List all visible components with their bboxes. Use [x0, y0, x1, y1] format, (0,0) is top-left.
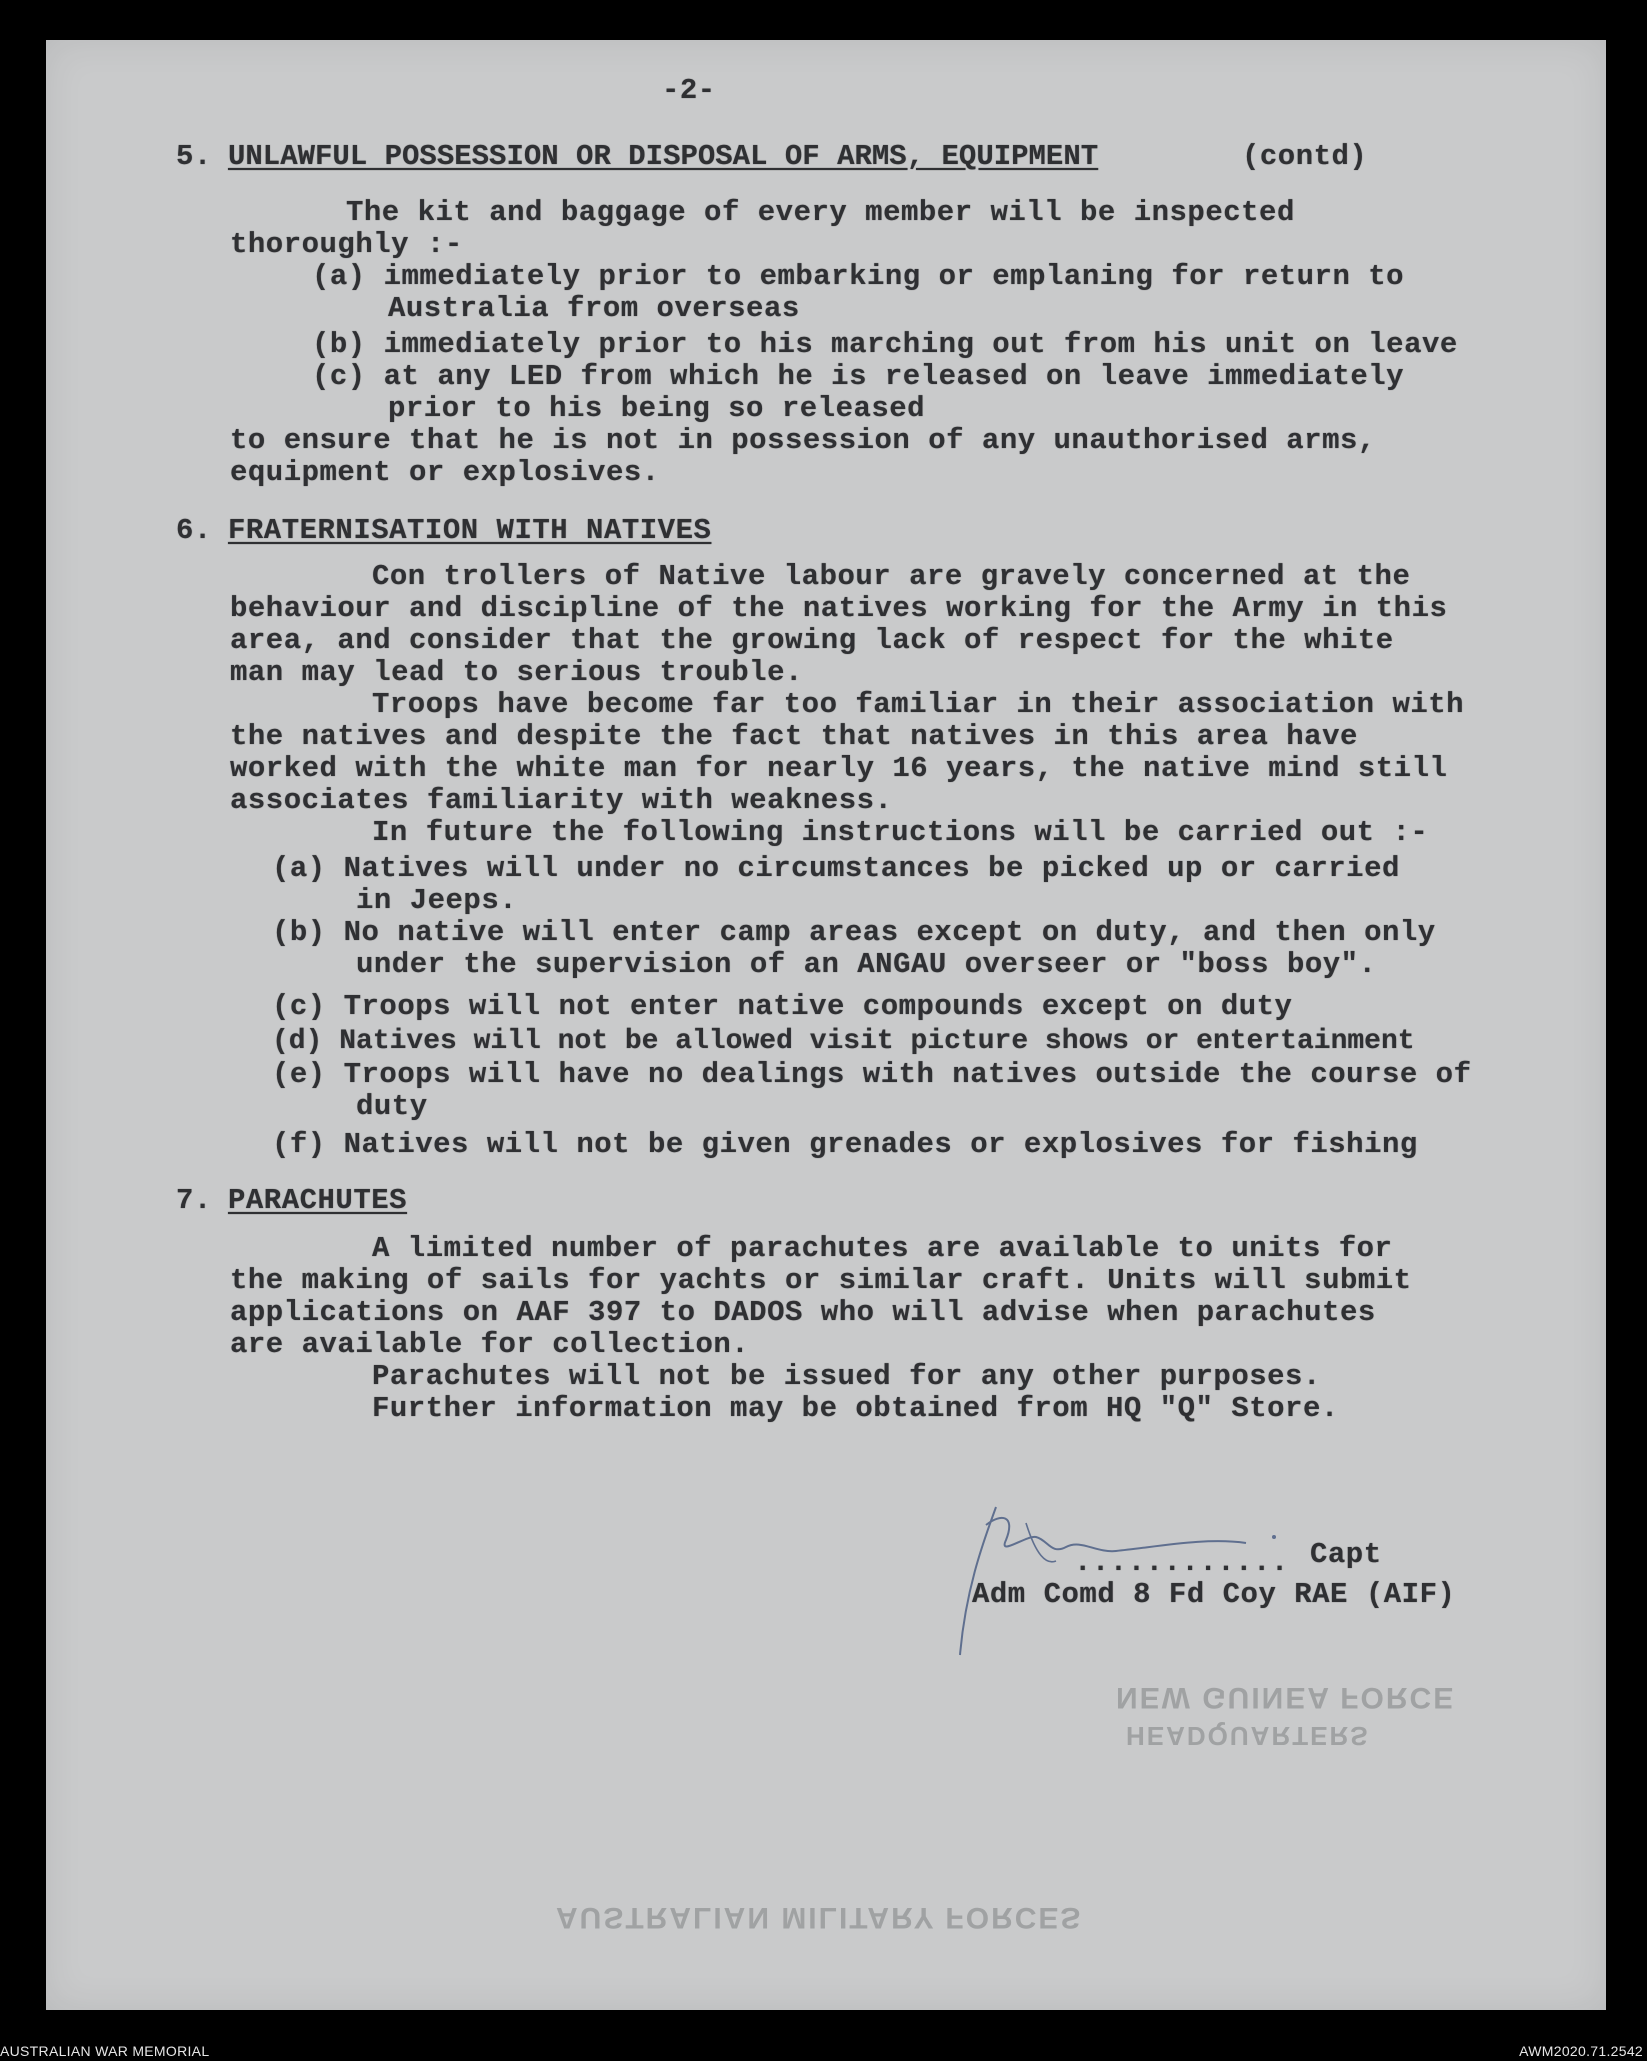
s5-line: (c) at any LED from which he is released on leave immediately: [312, 360, 1405, 393]
s7-line: Further information may be obtained from HQ "Q" Store.: [372, 1392, 1339, 1425]
signature-dots: ............: [1074, 1546, 1289, 1579]
s6-line: (d) Natives will not be allowed visit picture shows or entertainment: [272, 1026, 1415, 1057]
s6-line: (c) Troops will not enter native compounds except on duty: [272, 990, 1293, 1023]
s7-line: A limited number of parachutes are available to units for: [372, 1232, 1393, 1265]
s6-line: worked with the white man for nearly 16 years, the native mind still: [230, 752, 1448, 785]
signature-rank: Capt: [1310, 1538, 1382, 1571]
s5-line: (a) immediately prior to embarking or emplaning for return to: [312, 260, 1405, 293]
s6-line: Con trollers of Native labour are gravely concerned at the: [372, 560, 1411, 593]
document-page: [46, 40, 1606, 2010]
s6-line: area, and consider that the growing lack of respect for the white: [230, 624, 1394, 657]
s6-line: (a) Natives will under no circumstances be picked up or carried: [272, 852, 1400, 885]
section-6-heading: FRATERNISATION WITH NATIVES: [228, 514, 712, 547]
s6-line: Troops have become far too familiar in their association with: [372, 688, 1465, 721]
stamp-line-1: NEW GUINEA FORCE: [1116, 1681, 1456, 1714]
section-5-number: 5.: [176, 140, 212, 173]
footer-right: AWM2020.71.2542: [1519, 2043, 1643, 2059]
s6-line: (e) Troops will have no dealings with natives outside the course of: [272, 1058, 1472, 1091]
section-7-heading: PARACHUTES: [228, 1184, 408, 1217]
s7-line: the making of sails for yachts or similar craft. Units will submit: [230, 1264, 1412, 1297]
s6-line: in Jeeps.: [356, 884, 518, 917]
s5-line: The kit and baggage of every member will be inspected: [346, 196, 1295, 229]
section-7-number: 7.: [176, 1184, 212, 1217]
section-5-heading: UNLAWFUL POSSESSION OR DISPOSAL OF ARMS, EQUIPMENT: [228, 140, 1099, 173]
s5-line: to ensure that he is not in possession of any unauthorised arms,: [230, 424, 1376, 457]
page-number: -2-: [662, 74, 716, 107]
s6-line: man may lead to serious trouble.: [230, 656, 803, 689]
s6-line: behaviour and discipline of the natives working for the Army in this: [230, 592, 1448, 625]
footer-left: AUSTRALIAN WAR MEMORIAL: [0, 2043, 210, 2059]
s7-line: Parachutes will not be issued for any other purposes.: [372, 1360, 1321, 1393]
section-6-number: 6.: [176, 514, 212, 547]
signature-title: Adm Comd 8 Fd Coy RAE (AIF): [972, 1578, 1456, 1611]
stamp-line-3: AUSTRALIAN MILITARY FORCES: [556, 1901, 1083, 1934]
s7-line: applications on AAF 397 to DADOS who will advise when parachutes: [230, 1296, 1376, 1329]
s6-line: under the supervision of an ANGAU overseer or "boss boy".: [356, 948, 1377, 981]
s6-line: (f) Natives will not be given grenades or explosives for fishing: [272, 1128, 1418, 1161]
s5-line: prior to his being so released: [388, 392, 926, 425]
s5-line: Australia from overseas: [388, 292, 800, 325]
s6-line: (b) No native will enter camp areas except on duty, and then only: [272, 916, 1436, 949]
section-5-contd: (contd): [1242, 140, 1368, 173]
stamp-line-2: HEADQUARTERS: [1126, 1721, 1370, 1751]
s6-line: associates familiarity with weakness.: [230, 784, 893, 817]
s6-line: In future the following instructions will be carried out :-: [372, 816, 1429, 849]
s5-line: thoroughly :-: [230, 228, 463, 261]
s5-line: equipment or explosives.: [230, 456, 660, 489]
s5-line: (b) immediately prior to his marching out from his unit on leave: [312, 328, 1458, 361]
s6-line: the natives and despite the fact that natives in this area have: [230, 720, 1358, 753]
s6-line: duty: [356, 1090, 428, 1123]
s7-line: are available for collection.: [230, 1328, 750, 1361]
